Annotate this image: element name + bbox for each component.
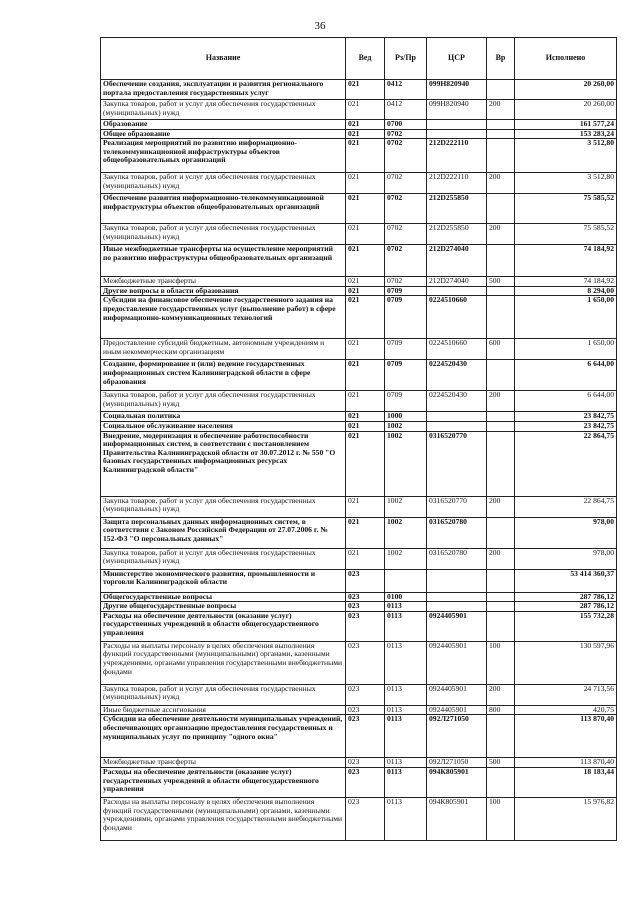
table-row: [101, 569, 617, 592]
cell-rzpr: 1002: [385, 517, 427, 548]
cell-amount: 53 414 360,37: [515, 569, 617, 592]
cell-ved: 021: [346, 517, 385, 548]
table-row: [101, 412, 617, 422]
cell-vr: 500: [487, 758, 515, 768]
cell-name: Реализация мероприятий по развитию информационно-телекоммуникационной инфраструктуры объектов общеобразовательных организаций: [101, 139, 346, 173]
cell-name: Закупка товаров, работ и услуг для обеспечения государственных (муниципальных) нужд: [101, 224, 346, 245]
cell-name: Межбюджетные трансферты: [101, 277, 346, 287]
cell-name: Закупка товаров, работ и услуг для обеспечения государственных (муниципальных) нужд: [101, 548, 346, 569]
page-number: 36: [314, 20, 326, 32]
cell-amount: 74 184,92: [515, 245, 617, 277]
cell-amount: 161 577,24: [515, 120, 617, 130]
cell-csr: 212D274040: [427, 277, 487, 287]
cell-csr: 094К805901: [427, 767, 487, 797]
cell-vr: [487, 80, 515, 100]
cell-csr: 0224520430: [427, 360, 487, 391]
cell-vr: [487, 569, 515, 592]
cell-csr: [427, 421, 487, 431]
cell-amount: 18 183,44: [515, 767, 617, 797]
cell-csr: 0316520780: [427, 517, 487, 548]
table-row: [101, 224, 617, 245]
cell-name: Создание, формирование и (или) ведение государственных информационных систем Калининградской области в сфере образования: [101, 360, 346, 391]
cell-csr: 0924405901: [427, 641, 487, 684]
cell-amount: 978,00: [515, 548, 617, 569]
cell-csr: 094К805901: [427, 797, 487, 840]
cell-amount: 978,00: [515, 517, 617, 548]
cell-ved: 023: [346, 569, 385, 592]
cell-rzpr: 0709: [385, 360, 427, 391]
cell-ved: 021: [346, 421, 385, 431]
cell-ved: 021: [346, 431, 385, 496]
table-row: [101, 391, 617, 412]
cell-csr: 212D222110: [427, 139, 487, 173]
cell-ved: 023: [346, 592, 385, 602]
cell-rzpr: 0113: [385, 767, 427, 797]
table-row: [101, 296, 617, 339]
cell-name: Закупка товаров, работ и услуг для обеспечения государственных (муниципальных) нужд: [101, 100, 346, 120]
cell-csr: 099Н820940: [427, 100, 487, 120]
cell-rzpr: 0709: [385, 391, 427, 412]
cell-vr: [487, 129, 515, 139]
cell-amount: 130 597,96: [515, 641, 617, 684]
cell-amount: 6 644,00: [515, 391, 617, 412]
cell-amount: 3 512,80: [515, 139, 617, 173]
cell-rzpr: 0113: [385, 611, 427, 641]
cell-ved: 021: [346, 391, 385, 412]
table-row: [101, 602, 617, 612]
cell-ved: 023: [346, 758, 385, 768]
cell-rzpr: 0113: [385, 602, 427, 612]
header-vr: Вр: [487, 38, 515, 80]
table-row: [101, 592, 617, 602]
cell-csr: 0224510660: [427, 339, 487, 360]
cell-csr: 212D255850: [427, 194, 487, 224]
cell-amount: 23 842,75: [515, 412, 617, 422]
table-row: [101, 705, 617, 715]
cell-rzpr: 0113: [385, 705, 427, 715]
cell-vr: 500: [487, 277, 515, 287]
cell-ved: 021: [346, 224, 385, 245]
cell-vr: [487, 360, 515, 391]
cell-ved: 023: [346, 602, 385, 612]
cell-rzpr: 0702: [385, 139, 427, 173]
cell-rzpr: 0113: [385, 684, 427, 705]
cell-ved: 021: [346, 139, 385, 173]
cell-name: Обеспечение развития информационно-телекоммуникационной инфраструктуры объектов общеобразовательных организаций: [101, 194, 346, 224]
cell-name: Образование: [101, 120, 346, 130]
cell-name: Расходы на обеспечение деятельности (оказание услуг) государственных учреждений в области общегосударственного управления: [101, 611, 346, 641]
cell-csr: 0924405901: [427, 684, 487, 705]
cell-vr: [487, 139, 515, 173]
cell-rzpr: 0702: [385, 129, 427, 139]
cell-csr: 092Л271050: [427, 758, 487, 768]
cell-rzpr: 1002: [385, 431, 427, 496]
cell-ved: 021: [346, 120, 385, 130]
cell-vr: [487, 245, 515, 277]
cell-amount: 6 644,00: [515, 360, 617, 391]
cell-csr: 0224510660: [427, 296, 487, 339]
cell-amount: 153 283,24: [515, 129, 617, 139]
cell-ved: 021: [346, 496, 385, 517]
cell-amount: 420,75: [515, 705, 617, 715]
header-rzpr: Рз/Пр: [385, 38, 427, 80]
table-header-row: [101, 38, 617, 80]
table-row: [101, 277, 617, 287]
cell-vr: [487, 767, 515, 797]
cell-vr: [487, 602, 515, 612]
cell-ved: 021: [346, 80, 385, 100]
cell-name: Расходы на обеспечение деятельности (оказание услуг) государственных учреждений в области общегосударственного управления: [101, 767, 346, 797]
table-row: [101, 611, 617, 641]
table-row: [101, 641, 617, 684]
cell-amount: 8 294,00: [515, 286, 617, 296]
cell-rzpr: 0709: [385, 339, 427, 360]
cell-name: Внедрение, модернизация и обеспечение работоспособности информационных систем, в соответствии с постановлением Правительства Калининградской области от 30.07.2012 г. № 550 "О базовых государственных информационных ресурсах Калининградской области": [101, 431, 346, 496]
cell-name: Расходы на выплаты персоналу в целях обеспечения выполнения функций государственными (муниципальными) органами, казенными учреждениями, органами управления государственными внебюджетными фондами: [101, 641, 346, 684]
cell-amount: 113 870,40: [515, 758, 617, 768]
cell-name: Предоставление субсидий бюджетным, автономным учреждениям и иным некоммерческим организациям: [101, 339, 346, 360]
cell-vr: 200: [487, 496, 515, 517]
cell-rzpr: 0702: [385, 277, 427, 287]
cell-name: Социальное обслуживание населения: [101, 421, 346, 431]
cell-vr: [487, 194, 515, 224]
cell-amount: 20 260,00: [515, 80, 617, 100]
cell-ved: 021: [346, 245, 385, 277]
table-row: [101, 129, 617, 139]
cell-csr: 099Н820940: [427, 80, 487, 100]
table-row: [101, 421, 617, 431]
table-row: [101, 517, 617, 548]
cell-name: Расходы на выплаты персоналу в целях обеспечения выполнения функций государственными (муниципальными) органами, казенными учреждениями, органами управления государственными внебюджетными фондами: [101, 797, 346, 840]
cell-name: Закупка товаров, работ и услуг для обеспечения государственных (муниципальных) нужд: [101, 684, 346, 705]
cell-vr: 200: [487, 548, 515, 569]
cell-name: Министерство экономического развития, промышленности и торговли Калининградской области: [101, 569, 346, 592]
cell-amount: 22 864,75: [515, 431, 617, 496]
cell-amount: 75 585,52: [515, 224, 617, 245]
cell-name: Закупка товаров, работ и услуг для обеспечения государственных (муниципальных) нужд: [101, 173, 346, 194]
cell-vr: [487, 715, 515, 758]
table-row: [101, 286, 617, 296]
header-ved: Вед: [346, 38, 385, 80]
table-row: [101, 767, 617, 797]
cell-name: Обеспечение создания, эксплуатации и развития регионального портала предоставления государственных услуг: [101, 80, 346, 100]
cell-ved: 023: [346, 797, 385, 840]
table-row: [101, 797, 617, 840]
cell-ved: 021: [346, 173, 385, 194]
cell-rzpr: 0709: [385, 296, 427, 339]
budget-table: [100, 37, 617, 841]
cell-vr: 100: [487, 797, 515, 840]
cell-amount: 3 512,80: [515, 173, 617, 194]
cell-vr: 800: [487, 705, 515, 715]
cell-csr: [427, 592, 487, 602]
cell-rzpr: 1002: [385, 548, 427, 569]
cell-ved: 023: [346, 705, 385, 715]
table-body: [101, 80, 617, 841]
cell-vr: [487, 431, 515, 496]
cell-vr: 600: [487, 339, 515, 360]
table-row: [101, 758, 617, 768]
table-row: [101, 245, 617, 277]
table-row: [101, 360, 617, 391]
cell-amount: 75 585,52: [515, 194, 617, 224]
cell-name: Иные межбюджетные трансферты на осуществление мероприятий по развитию инфраструктуры общеобразовательных организаций: [101, 245, 346, 277]
header-name: Название: [101, 38, 346, 80]
cell-ved: 023: [346, 767, 385, 797]
cell-csr: 212D222110: [427, 173, 487, 194]
cell-ved: 023: [346, 715, 385, 758]
cell-vr: [487, 120, 515, 130]
table-row: [101, 431, 617, 496]
cell-csr: 0316520770: [427, 496, 487, 517]
cell-csr: [427, 286, 487, 296]
cell-rzpr: [385, 569, 427, 592]
cell-amount: 23 842,75: [515, 421, 617, 431]
cell-csr: 0924405901: [427, 705, 487, 715]
table-row: [101, 715, 617, 758]
table-row: [101, 80, 617, 100]
cell-vr: [487, 592, 515, 602]
cell-vr: [487, 296, 515, 339]
cell-amount: 15 976,82: [515, 797, 617, 840]
cell-rzpr: 0412: [385, 100, 427, 120]
table-row: [101, 339, 617, 360]
header-csr: ЦСР: [427, 38, 487, 80]
cell-amount: 287 786,12: [515, 602, 617, 612]
cell-csr: [427, 569, 487, 592]
cell-csr: [427, 129, 487, 139]
cell-amount: 155 732,28: [515, 611, 617, 641]
cell-rzpr: 0709: [385, 286, 427, 296]
cell-vr: [487, 286, 515, 296]
cell-vr: 200: [487, 391, 515, 412]
cell-amount: 24 713,56: [515, 684, 617, 705]
cell-vr: 100: [487, 641, 515, 684]
cell-ved: 023: [346, 611, 385, 641]
cell-amount: 1 650,00: [515, 339, 617, 360]
cell-csr: 0316520780: [427, 548, 487, 569]
table-row: [101, 194, 617, 224]
cell-csr: [427, 120, 487, 130]
cell-rzpr: 0412: [385, 80, 427, 100]
cell-amount: 22 864,75: [515, 496, 617, 517]
cell-name: Субсидии на обеспечение деятельности муниципальных учреждений, обеспечивающих организацию предоставления государственных и муниципальных услуг по принципу "одного окна": [101, 715, 346, 758]
table-row: [101, 173, 617, 194]
cell-csr: [427, 602, 487, 612]
cell-ved: 023: [346, 641, 385, 684]
cell-vr: 200: [487, 224, 515, 245]
cell-name: Социальная политика: [101, 412, 346, 422]
cell-rzpr: 0113: [385, 715, 427, 758]
cell-csr: 0224520430: [427, 391, 487, 412]
cell-rzpr: 0702: [385, 245, 427, 277]
cell-name: Иные бюджетные ассигнования: [101, 705, 346, 715]
cell-vr: [487, 421, 515, 431]
cell-rzpr: 1002: [385, 496, 427, 517]
cell-name: Закупка товаров, работ и услуг для обеспечения государственных (муниципальных) нужд: [101, 496, 346, 517]
cell-rzpr: 0702: [385, 224, 427, 245]
cell-name: Общегосударственные вопросы: [101, 592, 346, 602]
cell-csr: [427, 412, 487, 422]
cell-ved: 021: [346, 548, 385, 569]
cell-ved: 021: [346, 100, 385, 120]
cell-csr: 0316520770: [427, 431, 487, 496]
cell-amount: 74 184,92: [515, 277, 617, 287]
cell-vr: [487, 412, 515, 422]
cell-ved: 021: [346, 194, 385, 224]
cell-ved: 023: [346, 684, 385, 705]
cell-ved: 021: [346, 296, 385, 339]
cell-name: Защита персональных данных информационных систем, в соответствии с Законом Российской Федерации от 27.07.2006 г. № 152-ФЗ "О персональных данных": [101, 517, 346, 548]
cell-rzpr: 0100: [385, 592, 427, 602]
cell-rzpr: 0702: [385, 194, 427, 224]
cell-name: Другие общегосударственные вопросы: [101, 602, 346, 612]
cell-rzpr: 0113: [385, 797, 427, 840]
cell-name: Закупка товаров, работ и услуг для обеспечения государственных (муниципальных) нужд: [101, 391, 346, 412]
cell-name: Другие вопросы в области образования: [101, 286, 346, 296]
cell-ved: 021: [346, 339, 385, 360]
cell-rzpr: 0113: [385, 641, 427, 684]
table-row: [101, 548, 617, 569]
cell-rzpr: 1002: [385, 421, 427, 431]
cell-amount: 20 260,00: [515, 100, 617, 120]
cell-rzpr: 0700: [385, 120, 427, 130]
cell-vr: 200: [487, 173, 515, 194]
cell-csr: 212D274040: [427, 245, 487, 277]
header-amount: Исполнено: [515, 38, 617, 80]
table-row: [101, 100, 617, 120]
cell-rzpr: 0702: [385, 173, 427, 194]
cell-rzpr: 1000: [385, 412, 427, 422]
table-row: [101, 496, 617, 517]
cell-vr: 200: [487, 100, 515, 120]
table-row: [101, 684, 617, 705]
cell-ved: 021: [346, 129, 385, 139]
cell-rzpr: 0113: [385, 758, 427, 768]
cell-amount: 113 870,40: [515, 715, 617, 758]
cell-vr: [487, 517, 515, 548]
cell-ved: 021: [346, 360, 385, 391]
cell-ved: 021: [346, 277, 385, 287]
cell-name: Общее образование: [101, 129, 346, 139]
cell-ved: 021: [346, 412, 385, 422]
table-row: [101, 139, 617, 173]
table-row: [101, 120, 617, 130]
cell-csr: 0924405901: [427, 611, 487, 641]
cell-csr: 212D255850: [427, 224, 487, 245]
cell-amount: 1 650,00: [515, 296, 617, 339]
cell-name: Субсидии на финансовое обеспечение государственного задания на предоставление государственных услуг (выполнение работ) в сфере информационно-коммуникационных технологий: [101, 296, 346, 339]
cell-vr: [487, 611, 515, 641]
cell-ved: 021: [346, 286, 385, 296]
cell-name: Межбюджетные трансферты: [101, 758, 346, 768]
cell-amount: 287 786,12: [515, 592, 617, 602]
cell-vr: 200: [487, 684, 515, 705]
cell-csr: 092Л271050: [427, 715, 487, 758]
